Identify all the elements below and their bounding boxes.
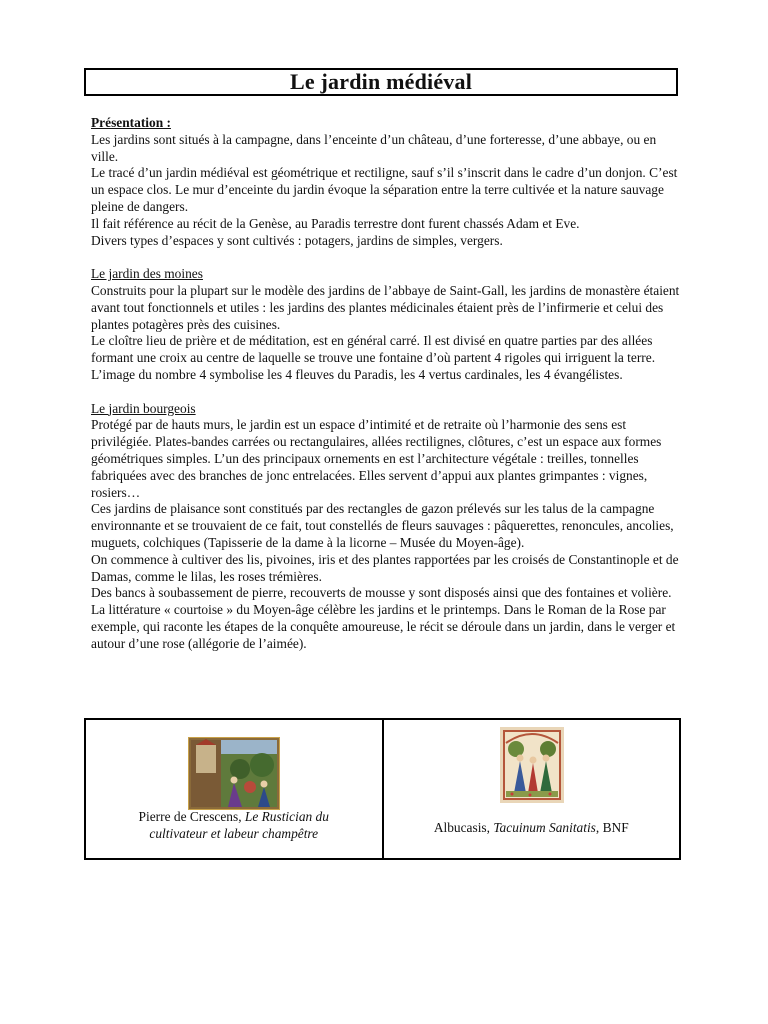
- paragraph: Protégé par de hauts murs, le jardin est un espace d’intimité et de retraite où l’harmonie des sens est privilégiée. Plates-bandes carrées ou rectangulaires, allées rectilignes, clôtures, c’est un espace aux formes géométriques simples. L’un des principaux ornements en est l’architecture végétale : treilles, tonnelles fabriquées avec des branches de jonc entrelacées. Elles servent d’appui aux plantes grimpantes : vignes, rosiers…: [91, 417, 662, 500]
- paragraph: Le cloître lieu de prière et de méditation, est en général carré. Il est divisé en quatre parties par des allées formant une croix au centre de laquelle se trouve une fontaine d’où partent 4 rigoles qui irriguent la terre. L’image du nombre 4 symbolise les 4 fleuves du Paradis, les 4 vertus cardinales, les 4 évangélistes.: [91, 333, 656, 382]
- paragraph: Les jardins sont situés à la campagne, dans l’enceinte d’un château, d’une forteresse, d’une abbaye, ou en ville.: [91, 131, 657, 164]
- caption-source: , BNF: [595, 820, 629, 835]
- paragraph: Le tracé d’un jardin médiéval est géométrique et rectiligne, sauf s’il s’inscrit dans le cadre d’un donjon. C’est un espace clos. Le mur d’enceinte du jardin évoque la séparation entre la terre cultivée et la nature sauvage pleine de dangers.: [91, 165, 678, 214]
- document-body: [91, 115, 681, 653]
- presentation-heading: Présentation :: [91, 115, 171, 130]
- page-title: Le jardin médiéval: [289, 69, 473, 94]
- paragraph: Construits pour la plupart sur le modèle des jardins de l’abbaye de Saint-Gall, les jardins de monastère étaient avant tout fonctionnels et utiles : les jardins des plantes médicinales étaient près de l’infirmerie et celui des plantes potagères près des cuisines.: [91, 282, 680, 332]
- paragraph: La littérature « courtoise » du Moyen-âge célèbre les jardins et le printemps. Dans le Roman de la Rose par exemple, qui raconte les étapes de la conquête amoureuse, le récit se déroule dans un jardin, dans le verger et autour d’une rose (allégorie de l’aimée).: [91, 602, 676, 651]
- bourgeois-heading: Le jardin bourgeois: [91, 400, 196, 416]
- paragraph: Ces jardins de plaisance sont constitués par des rectangles de gazon prélevés sur les talus de la campagne environnante et se trouvaient de ce fait, tout constellés de fleurs sauvages : pâquerettes, renoncules, ancolies, muguets, colchiques (Tapisserie de la dame à la licorne – Musée du Moyen-âge).: [91, 501, 674, 550]
- figure-table: [84, 718, 681, 860]
- paragraph: Divers types d’espaces y sont cultivés : potagers, jardins de simples, vergers.: [91, 232, 503, 248]
- figure-cell-1: [86, 720, 382, 858]
- figure-caption-2: [394, 819, 670, 836]
- figure-cell-2: [382, 720, 680, 858]
- miniature-garden-scene: [500, 727, 564, 803]
- miniature-garden-with-figures: [188, 737, 280, 810]
- moines-heading: Le jardin des moines: [91, 266, 203, 282]
- caption-author: Pierre de Crescens,: [138, 809, 245, 824]
- paragraph: Il fait référence au récit de la Genèse, au Paradis terrestre dont furent chassés Adam et Eve.: [91, 215, 580, 231]
- caption-work: Le Rustician du: [244, 809, 329, 824]
- caption-work: Tacuinum Sanitatis: [493, 820, 596, 835]
- figure-caption-1: [96, 808, 372, 842]
- paragraph: Des bancs à soubassement de pierre, recouverts de mousse y sont disposés ainsi que des fontaines et volière.: [91, 585, 672, 601]
- paragraph: On commence à cultiver des lis, pivoines, iris et des plantes rapportées par les croisés de Constantinople et de Damas, comme le lilas, les roses trémières.: [91, 551, 679, 584]
- caption-work: cultivateur et labeur champêtre: [149, 826, 319, 841]
- title-box: [84, 68, 678, 96]
- caption-author: Albucasis,: [433, 820, 494, 835]
